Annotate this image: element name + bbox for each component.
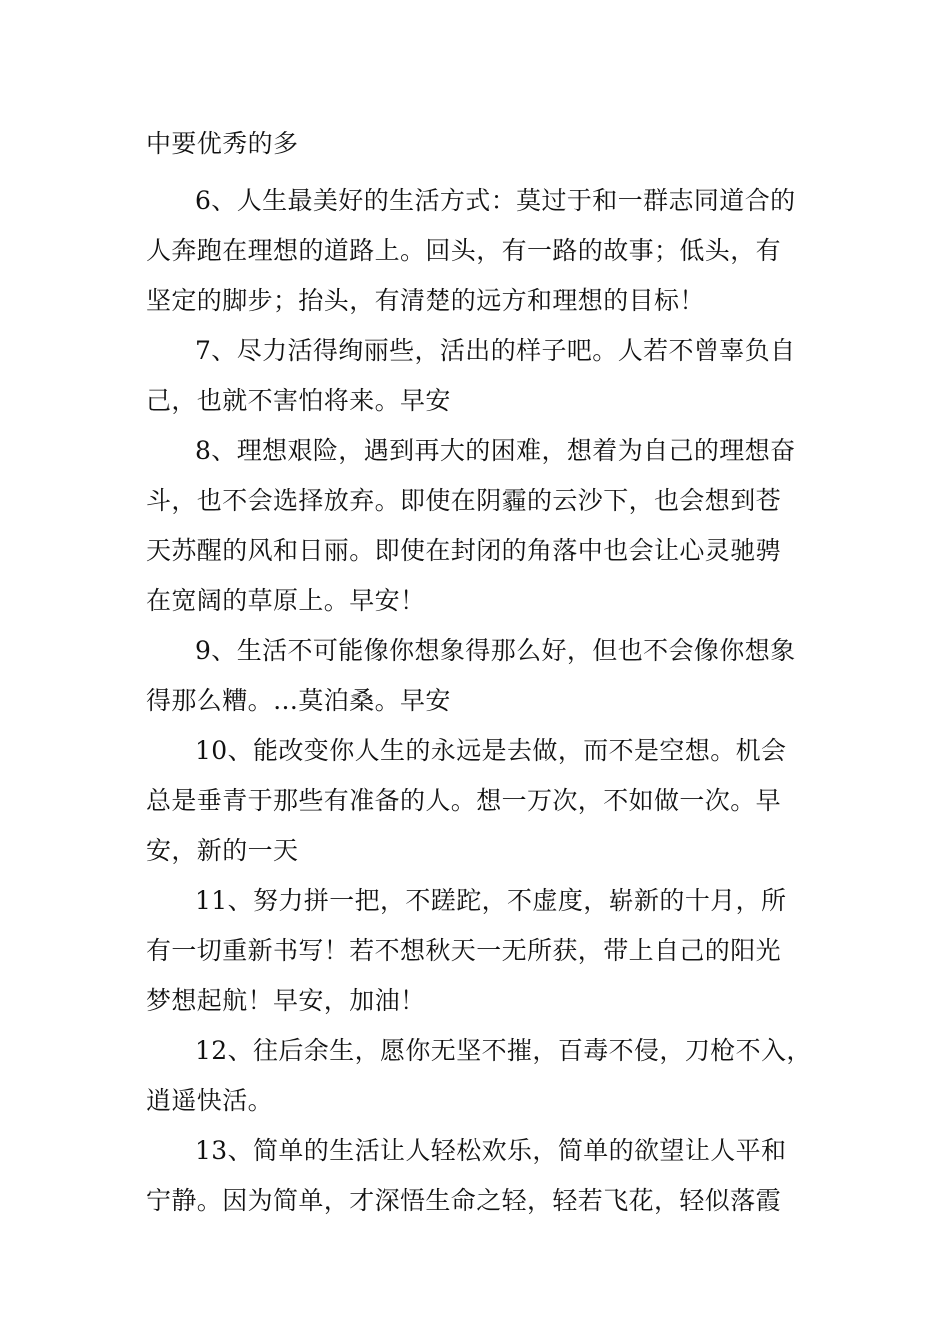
item-7-line-1: 7、尽力活得绚丽些，活出的样子吧。人若不曾辜负自 — [195, 336, 796, 365]
item-11-line-2: 有一切重新书写！若不想秋天一无所获，带上自己的阳光 — [146, 936, 782, 965]
item-8-line-3: 天苏醒的风和日丽。即使在封闭的角落中也会让心灵驰骋 — [146, 536, 782, 565]
item-7-line-2: 己，也就不害怕将来。早安 — [146, 386, 451, 415]
item-10-line-2: 总是垂青于那些有准备的人。想一万次，不如做一次。早 — [146, 786, 782, 815]
item-11-line-3: 梦想起航！早安，加油！ — [146, 986, 426, 1015]
item-12-line-2: 逍遥快活。 — [146, 1086, 274, 1115]
item-13-line-2: 宁静。因为简单，才深悟生命之轻，轻若飞花，轻似落霞 — [146, 1186, 782, 1215]
item-12-line-1: 12、往后余生，愿你无坚不摧，百毒不侵，刀枪不入， — [195, 1036, 812, 1065]
continuation-line: 中要优秀的多 — [146, 129, 299, 158]
item-8-line-2: 斗，也不会选择放弃。即使在阴霾的云沙下，也会想到苍 — [146, 486, 782, 515]
item-8-line-1: 8、理想艰险，遇到再大的困难，想着为自己的理想奋 — [195, 436, 796, 465]
item-9-line-2: 得那么糟。…莫泊桑。早安 — [146, 686, 451, 715]
item-13-line-1: 13、简单的生活让人轻松欢乐，简单的欲望让人平和 — [195, 1136, 787, 1165]
item-8-line-4: 在宽阔的草原上。早安！ — [146, 586, 426, 615]
item-6-line-1: 6、人生最美好的生活方式：莫过于和一群志同道合的 — [195, 186, 796, 215]
item-6-line-3: 坚定的脚步；抬头，有清楚的远方和理想的目标！ — [146, 286, 705, 315]
item-10-line-1: 10、能改变你人生的永远是去做，而不是空想。机会 — [195, 736, 787, 765]
item-11-line-1: 11、努力拼一把，不蹉跎，不虚度，崭新的十月，所 — [195, 886, 787, 915]
item-9-line-1: 9、生活不可能像你想象得那么好，但也不会像你想象 — [195, 636, 796, 665]
item-6-line-2: 人奔跑在理想的道路上。回头，有一路的故事；低头，有 — [146, 236, 782, 265]
item-10-line-3: 安，新的一天 — [146, 836, 299, 865]
